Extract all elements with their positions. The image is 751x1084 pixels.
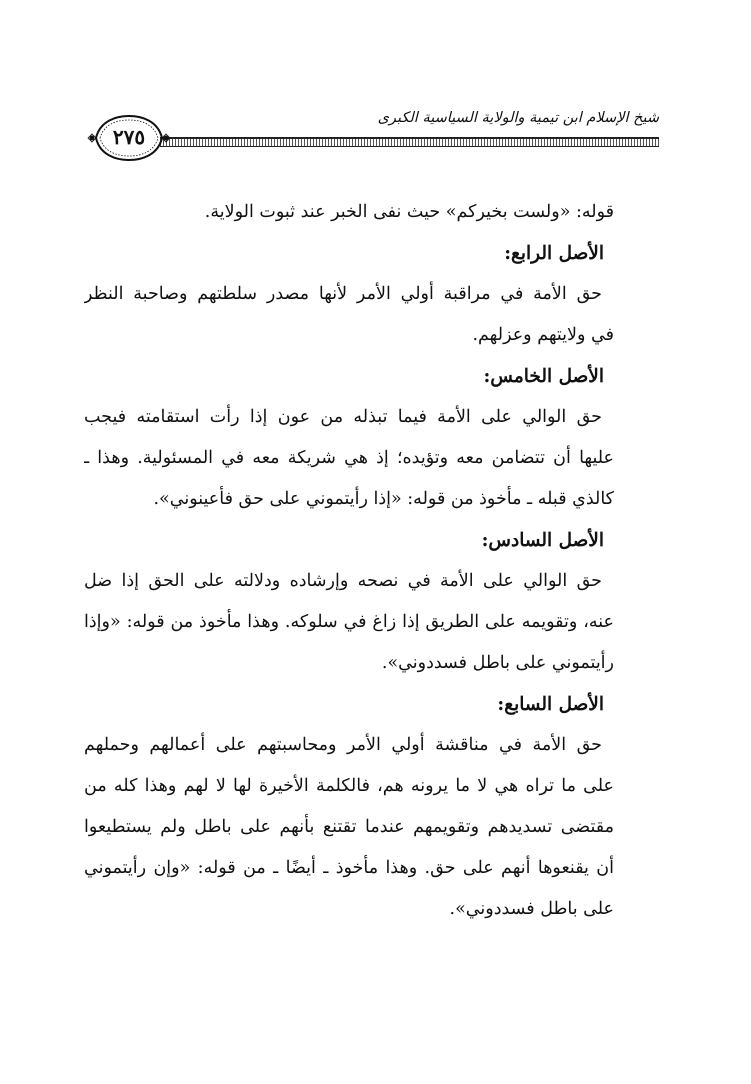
text-line: على باطل فسددوني». xyxy=(449,899,614,919)
running-title: شيخ الإسلام ابن تيمية والولاية السياسية الكبرى xyxy=(377,110,659,126)
text-line: عليها أن تتضامن معه وتؤيده؛ إذ هي شريكة معه في المسئولية. وهذا ـ xyxy=(84,448,614,468)
text-line: حق الأمة في مناقشة أولي الأمر ومحاسبتهم على أعمالهم وحملهم xyxy=(84,735,602,755)
section-heading: الأصل الرابع: xyxy=(504,243,604,264)
text-line: رأيتموني على باطل فسددوني». xyxy=(381,653,614,673)
text-line: حق الوالي على الأمة في نصحه وإرشاده ودلالته على الحق إذا ضل xyxy=(84,571,602,591)
text-line: حق الوالي على الأمة فيما تبذله من عون إذا رأت استقامته فيجب xyxy=(84,407,602,427)
text-line: على ما تراه هي لا ما يرونه هم، فالكلمة الأخيرة لها لا لهم وهذا كله من xyxy=(84,776,614,796)
page-body xyxy=(84,192,614,930)
section-heading: الأصل السابع: xyxy=(497,694,604,715)
text-line: قوله: «ولست بخيركم» حيث نفى الخبر عند ثبوت الولاية. xyxy=(204,202,614,222)
page-number: ٢٧٥ xyxy=(112,125,146,149)
text-line: حق الأمة في مراقبة أولي الأمر لأنها مصدر سلطتهم وصاحبة النظر xyxy=(84,284,602,304)
text-line: عنه، وتقويمه على الطريق إذا زاغ في سلوكه. وهذا مأخوذ من قوله: «وإذا xyxy=(84,612,614,632)
text-line: مقتضى تسديدهم وتقويمهم عندما تقتنع بأنهم على باطل ولم يستطيعوا xyxy=(84,817,614,837)
header-rule xyxy=(160,137,659,147)
section-heading: الأصل السادس: xyxy=(481,530,604,551)
section-heading: الأصل الخامس: xyxy=(483,366,604,387)
text-line: في ولايتهم وعزلهم. xyxy=(472,325,614,345)
text-line: كالذي قبله ـ مأخوذ من قوله: «إذا رأيتموني على حق فأعينوني». xyxy=(153,489,614,509)
text-line: أن يقنعوها أنهم على حق. وهذا مأخوذ ـ أيضًا ـ من قوله: «وإن رأيتموني xyxy=(84,858,614,878)
